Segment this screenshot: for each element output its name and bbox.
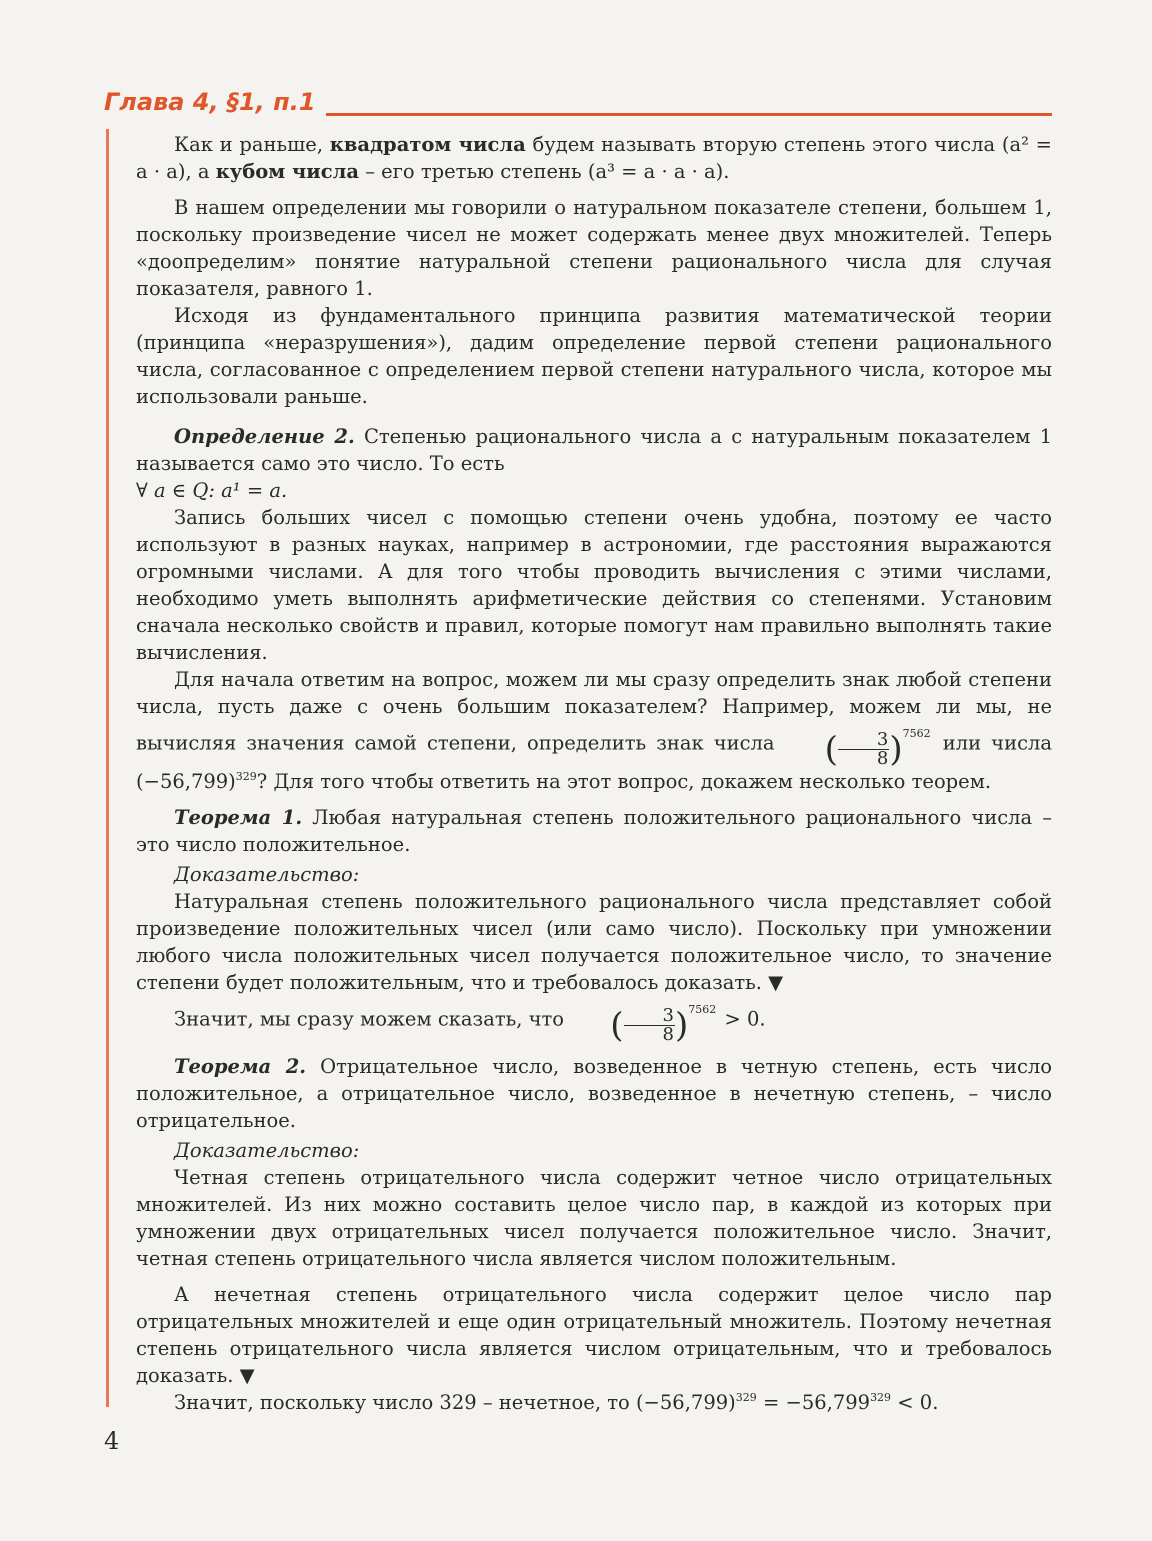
text: ? Для того чтобы ответить на этот вопрос, докажем несколько теорем. bbox=[256, 770, 992, 793]
text: Значит, мы сразу можем сказать, что bbox=[174, 1007, 571, 1031]
chapter-header bbox=[104, 88, 1052, 122]
fraction-numerator: 3 bbox=[838, 731, 889, 750]
theorem-text: Отрицательное число, возведенное в четную степень, есть число положительное, а отрицательное число, возведенное в нечетную степень, – число отрицательное. bbox=[136, 1055, 1052, 1132]
text: > 0. bbox=[718, 1007, 766, 1031]
exponent: 7562 bbox=[688, 1003, 717, 1016]
fraction bbox=[624, 1007, 675, 1044]
page-number: 4 bbox=[104, 1427, 120, 1455]
term-square: квадратом числа bbox=[329, 133, 526, 156]
paren-left: ( bbox=[824, 729, 838, 770]
fraction bbox=[838, 731, 889, 768]
text: Значит, поскольку число 329 – нечетное, то (−56,799) bbox=[174, 1391, 736, 1414]
definition-text: Степенью рационального числа a с натуральным показателем 1 называется само это число. То есть bbox=[136, 425, 1053, 475]
fraction-power bbox=[572, 996, 716, 1044]
text: Для начала ответим на вопрос, можем ли мы сразу определить знак любой степени числа, пусть даже с очень большим показателем? Например, можем ли мы, не вычисляя значения самой степени, определить знак числа bbox=[136, 668, 1052, 755]
theorem-1 bbox=[136, 804, 1052, 858]
theorem-label: Теорема 2. bbox=[174, 1055, 307, 1078]
paragraph-sign-question bbox=[136, 666, 1052, 795]
proof-2-odd: А нечетная степень отрицательного числа содержит целое число пар отрицательных множителей и еще один отрицательный множитель. Поэтому нечетная степень отрицательного числа является числом отрицательным, что и требовалось доказать. ▼ bbox=[136, 1283, 1052, 1387]
proof-2-even: Четная степень отрицательного числа содержит четное число отрицательных множителей. Из них можно составить целое число пар, в каждой из которых при умножении двух отрицательных чисел получается положительное число. Значит, четная степень отрицательного числа является числом положительным. bbox=[136, 1166, 1052, 1270]
fraction-power bbox=[787, 720, 931, 768]
definition-2 bbox=[136, 423, 1052, 477]
theorem-text: Любая натуральная степень положительного рационального числа – это число положительное. bbox=[136, 806, 1052, 856]
fraction-numerator: 3 bbox=[624, 1007, 675, 1026]
paragraph-large-numbers: Запись больших чисел с помощью степени очень удобна, поэтому ее часто используют в разных науках, например в астрономии, где расстояния выражаются огромными числами. А для того чтобы проводить вычисления с этими числами, необходимо уметь выполнять арифметические действия со степенями. Установим сначала несколько свойств и правил, которые помогут нам правильно выполнять такие вычисления. bbox=[136, 506, 1052, 664]
conclusion-2 bbox=[136, 1389, 1052, 1416]
proof-1: Натуральная степень положительного рационального числа представляет собой произведение положительных чисел (или само число). Поскольку при умножении любого числа положительных чисел получается положительное число, то значение степени будет положительным, что и требовалось доказать. ▼ bbox=[136, 890, 1052, 994]
fraction-denominator: 8 bbox=[876, 748, 889, 769]
theorem-label: Теорема 1. bbox=[174, 806, 303, 829]
definition-label: Определение 2. bbox=[174, 425, 355, 448]
text: = −56,799 bbox=[756, 1391, 871, 1414]
term-cube: кубом числа bbox=[215, 160, 359, 183]
text: < 0. bbox=[891, 1391, 939, 1414]
theorem-2 bbox=[136, 1053, 1052, 1134]
text: будем называть вторую степень этого числа (a² = a · a), а bbox=[136, 133, 1053, 183]
text: – его третью степень (a³ = a · a · a). bbox=[359, 160, 730, 183]
paren-right: ) bbox=[674, 1005, 689, 1046]
proof-label: Доказательство: bbox=[174, 863, 360, 886]
exponent: 329 bbox=[235, 770, 257, 783]
fraction-denominator: 8 bbox=[662, 1024, 674, 1045]
paragraph-natural-exponent: В нашем определении мы говорили о натуральном показателе степени, большем 1, поскольку произведение чисел не может содержать менее двух множителей. Теперь «доопределим» понятие натуральной степени рационального числа для случая показателя, равного 1. bbox=[136, 196, 1052, 300]
paren-right: ) bbox=[889, 729, 903, 770]
paragraph-principle: Исходя из фундаментального принципа развития математической теории (принципа «неразрушения»), дадим определение первой степени рационального числа, согласованное с определением первой степени натурального числа, которое мы использовали раньше. bbox=[136, 304, 1052, 408]
paren-left: ( bbox=[610, 1005, 624, 1046]
definition-formula: ∀ a ∈ Q: a¹ = a. bbox=[136, 479, 288, 502]
chapter-title: Глава 4, §1, п.1 bbox=[104, 88, 326, 116]
exponent: 329 bbox=[870, 1391, 892, 1404]
page-content bbox=[136, 131, 1052, 1416]
exponent: 329 bbox=[735, 1391, 757, 1404]
text: Как и раньше, bbox=[174, 133, 330, 156]
text: или числа (−56,799) bbox=[136, 731, 1053, 793]
conclusion-1 bbox=[136, 996, 1052, 1044]
paragraph-square-cube bbox=[136, 131, 1052, 185]
side-margin-rule bbox=[106, 129, 109, 1407]
exponent: 7562 bbox=[902, 727, 931, 740]
proof-label: Доказательство: bbox=[174, 1139, 360, 1162]
